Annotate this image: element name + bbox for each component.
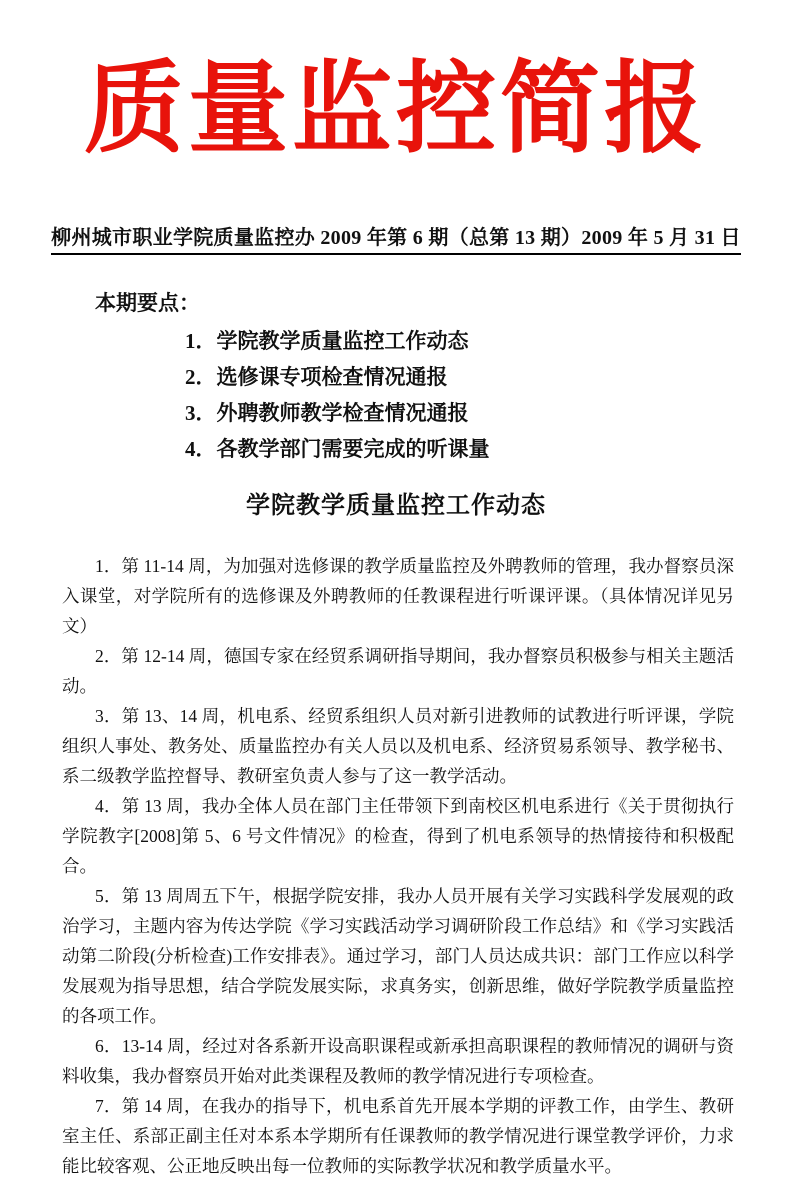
paragraph-2: 2．第 12-14 周，德国专家在经贸系调研指导期间，我办督察员积极参与相关主题活动。: [62, 646, 734, 696]
bulletin-title: 质量监控简报: [84, 54, 708, 165]
paragraph-3: 3．第 13、14 周，机电系、经贸系组织人员对新引进教师的试教进行听评课，学院组织人事处、教务处、质量监控办有关人员以及机电系、经济贸易系领导、教学秘书、系二级教学监控督导、教研室负责人参与了这一教学活动。: [62, 706, 734, 786]
paragraph-6: 6．13-14 周，经过对各系新开设高职课程或新承担高职课程的教师情况的调研与资料收集，我办督察员开始对此类课程及教师的教学情况进行专项检查。: [62, 1036, 734, 1086]
paragraph-7: 7．第 14 周，在我办的指导下，机电系首先开展本学期的评教工作，由学生、教研室主任、系部正副主任对本系本学期所有任课教师的教学情况进行课堂教学评价，力求能比较客观、公正地反映出每一位教师的实际教学状况和教学质量水平。: [62, 1096, 734, 1176]
paragraph-1: 1．第 11-14 周，为加强对选修课的教学质量监控及外聘教师的管理，我办督察员深入课堂，对学院所有的选修课及外聘教师的任教课程进行听课评课。（具体情况详见另文）: [62, 556, 734, 636]
highlights-list: [185, 323, 792, 467]
highlights-label: 本期要点：: [95, 291, 200, 315]
section-body: [62, 551, 734, 1181]
highlight-item-2: 2．选修课专项检查情况通报: [185, 365, 448, 389]
highlight-item-4: 4．各教学部门需要完成的听课量: [185, 437, 490, 461]
masthead-issue-line: 柳州城市职业学院质量监控办 2009 年第 6 期（总第 13 期）2009 年 5 月 31 日: [51, 226, 741, 255]
section-heading: 学院教学质量监控工作动态: [246, 493, 546, 519]
paragraph-5: 5．第 13 周周五下午，根据学院安排，我办人员开展有关学习实践科学发展观的政治学习，主题内容为传达学院《学习实践活动学习调研阶段工作总结》和《学习实践活动第二阶段(分析检查)工作安排表》。通过学习，部门人员达成共识：部门工作应以科学发展观为指导思想，结合学院发展实际，求真务实，创新思维，做好学院教学质量监控的各项工作。: [62, 886, 734, 1026]
highlight-item-3: 3．外聘教师教学检查情况通报: [185, 401, 469, 425]
highlight-item-1: 1．学院教学质量监控工作动态: [185, 329, 469, 353]
paragraph-4: 4．第 13 周，我办全体人员在部门主任带领下到南校区机电系进行《关于贯彻执行学院教字[2008]第 5、6 号文件情况》的检查，得到了机电系领导的热情接待和积极配合。: [62, 796, 734, 876]
